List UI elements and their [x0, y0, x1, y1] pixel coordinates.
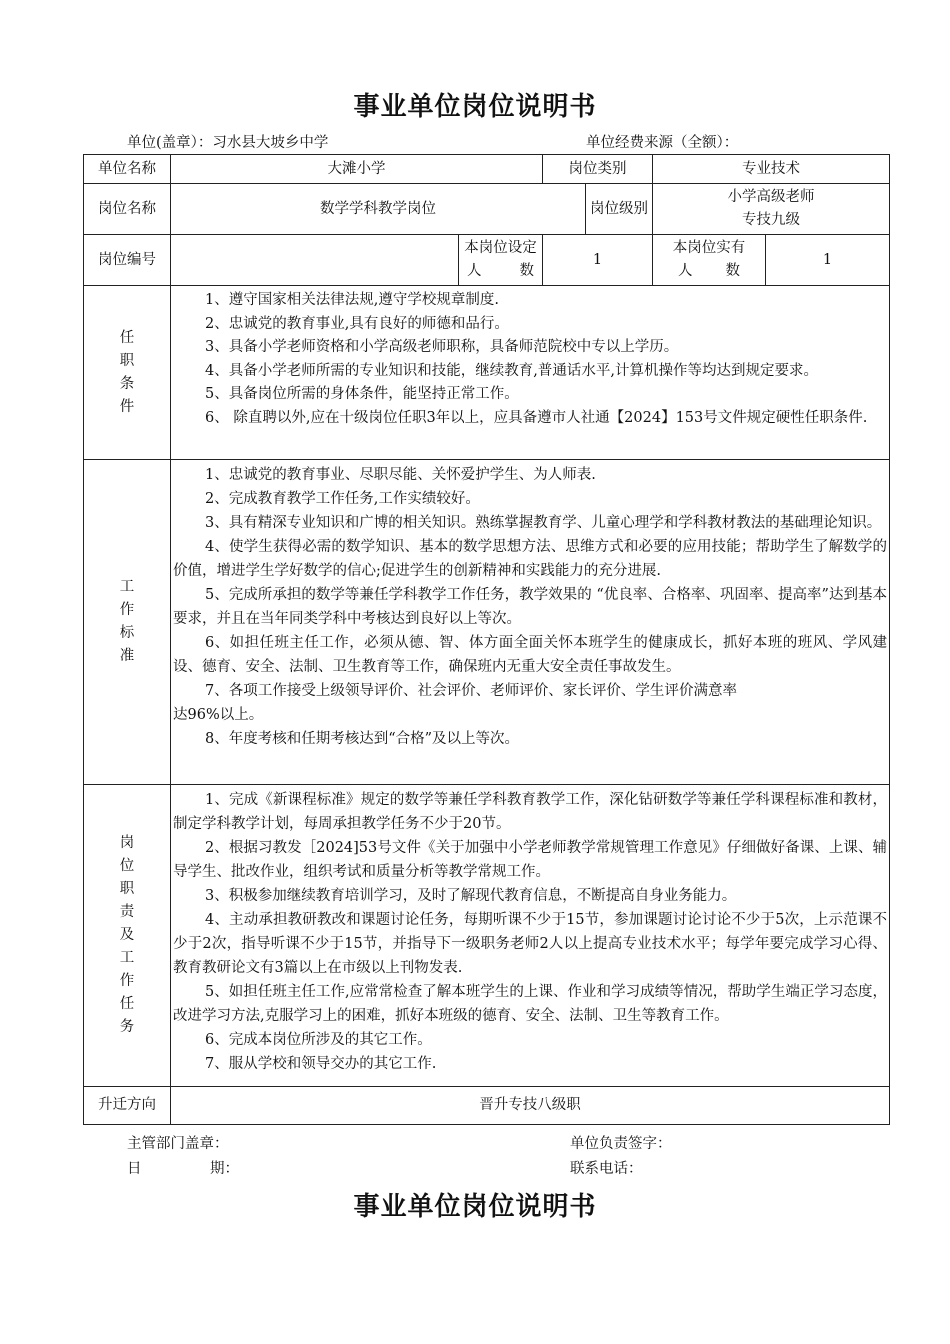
duty-item: 6、完成本岗位所涉及的其它工作。: [205, 1032, 432, 1048]
date-label-b: 期：: [210, 1161, 239, 1177]
qualification-item: 5、具备岗位所需的身体条件，能坚持正常工作。: [205, 386, 519, 403]
row-promotion: [84, 1087, 890, 1125]
post-category-label: 岗位类别: [543, 155, 653, 184]
duty-label-char: 任: [119, 996, 135, 1012]
row-duties: [84, 785, 890, 1087]
standards-label: [84, 460, 171, 785]
duty-item: 2、根据习教发［2024]53号文件《关于加强中小学老师教学常规管理工作意见》仔细做好备课、上课、辅导学生、批改作业，组织考试和质量分析等教学常规工作。: [173, 840, 888, 880]
actual-count-label-line2: [656, 260, 762, 283]
standard-item: 8、年度考核和任期考核达到“合格”及以上等次。: [205, 731, 520, 747]
unit-signature-line: 单位负责签字：: [570, 1136, 672, 1152]
qualifications-content: [171, 286, 890, 460]
post-level-title: 小学高级老师: [727, 189, 815, 205]
date-label-a: 日: [127, 1161, 142, 1177]
standard-item: 6、如担任班主任工作，必须从德、智、体方面全面关怀本班学生的健康成长，抓好本班的班风、学风建设、德育、安全、法制、卫生教育等工作，确保班内无重大安全责任事故发生。: [173, 635, 888, 675]
duty-item: 1、完成《新课程标准》规定的数学等兼任学科教育教学工作，深化钻研数学等兼任学科课程标准和教材，制定学科教学计划，每周承担教学任务不少于20节。: [173, 792, 888, 832]
unit-name-value: 大滩小学: [171, 155, 543, 184]
duty-label-char: 作: [119, 973, 135, 989]
std-label-char: 工: [119, 579, 135, 595]
duty-label-char: 岗: [119, 835, 135, 851]
actual-count-label-line1: 本岗位实有: [672, 240, 746, 256]
post-description-table: [83, 154, 890, 1125]
duty-item: 3、积极参加继续教育培训学习，及时了解现代教育信息，不断提高自身业务能力。: [205, 888, 737, 904]
post-level-grade: 专技九级: [742, 212, 801, 228]
set-count-label-line2: [461, 260, 540, 283]
page-title-repeat: 事业单位岗位说明书: [353, 1192, 597, 1222]
row-post-name: [84, 184, 890, 235]
post-code-value: [171, 235, 459, 286]
duty-item: 4、主动承担教研教改和课题讨论任务，每期听课不少于15节，参加课题讨论讨论不少于5次，上示范课不少于2次，指导听课不少于15节，并指导下一级职务老师2人以上提高专业技术水平；每学年要完成学习心得、教育教研论文有3篇以上在市级以上刊物发表.: [173, 912, 888, 976]
duty-label-char: 工: [119, 950, 135, 966]
duty-label-char: 及: [119, 927, 135, 943]
qualification-item: 6、 除直聘以外,应在十级岗位任职3年以上，应具备遵市人社通【2024】153号文件规定硬性任职条件.: [205, 409, 868, 426]
set-count-label-ren: 人: [467, 263, 482, 279]
qual-label-char: 职: [119, 352, 135, 369]
row-unit-name: [84, 155, 890, 184]
unit-seal-line: 单位(盖章）：习水县大坡乡中学: [127, 135, 329, 151]
standard-item: 2、完成教育教学工作任务,工作实绩较好。: [205, 491, 480, 507]
set-count-value: 1: [543, 235, 653, 286]
qual-label-char: 件: [119, 398, 135, 415]
post-code-label: 岗位编号: [84, 235, 171, 286]
qualification-item: 3、具备小学老师资格和小学高级老师职称，具备师范院校中专以上学历。: [205, 339, 679, 356]
std-label-char: 标: [119, 625, 135, 641]
duties-label: [84, 785, 171, 1087]
set-count-label: [459, 235, 543, 286]
std-label-char: 作: [119, 602, 135, 618]
actual-count-label: [653, 235, 766, 286]
duty-item: 5、如担任班主任工作,应常常检查了解本班学生的上课、作业和学习成绩等情况，帮助学生端正学习态度，改进学习方法,克服学习上的困难，抓好本班级的德育、安全、法制、卫生等教育工作。: [173, 984, 888, 1024]
row-post-code: [84, 235, 890, 286]
duty-label-char: 责: [119, 904, 135, 920]
standard-item: 3、具有精深专业知识和广博的相关知识。熟练掌握教育学、儿童心理学和学科教材教法的基础理论知识。: [205, 515, 882, 531]
duty-label-char: 位: [119, 858, 135, 874]
post-name-label: 岗位名称: [84, 184, 171, 235]
page-title: 事业单位岗位说明书: [353, 92, 597, 122]
qualification-item: 1、遵守国家相关法律法规,遵守学校规章制度.: [205, 292, 499, 308]
actual-count-value: 1: [766, 235, 890, 286]
duty-label-char: 务: [119, 1019, 135, 1035]
standard-item: 5、完成所承担的数学等兼任学科教学工作任务，教学效果的 “优良率、合格率、巩固率、提高率”达到基本要求，并且在当年同类学科中考核达到良好以上等次。: [173, 587, 888, 627]
standards-content: [171, 460, 890, 785]
qual-label-char: 条: [119, 375, 135, 392]
row-qualifications: [84, 286, 890, 460]
dept-seal-line: 主管部门盖章：: [127, 1136, 229, 1152]
standard-item: 1、忠诚党的教育事业、尽职尽能、关怀爱护学生、为人师表.: [205, 467, 596, 483]
set-count-label-shu: 数: [519, 263, 535, 279]
duty-item: 7、服从学校和领导交办的其它工作.: [205, 1056, 437, 1072]
set-count-label-line1: 本岗位设定: [464, 240, 537, 256]
row-standards: [84, 460, 890, 785]
funding-source-line: 单位经费来源（全额）：: [586, 135, 739, 151]
qualification-item: 4、具备小学老师所需的专业知识和技能，继续教育,普通话水平,计算机操作等均达到规定要求。: [205, 362, 818, 379]
duty-label-char: 职: [119, 881, 135, 897]
duties-content: [171, 785, 890, 1087]
actual-count-label-ren: 人: [678, 263, 693, 279]
post-level-value: [653, 184, 890, 235]
qual-label-char: 任: [119, 329, 135, 346]
standard-item: 7、各项工作接受上级领导评价、社会评价、老师评价、家长评价、学生评价满意率达96%以上。: [173, 683, 738, 723]
post-name-value: 数学学科教学岗位: [171, 184, 586, 235]
contact-line: 联系电话：: [570, 1161, 643, 1177]
post-category-value: 专业技术: [653, 155, 890, 184]
post-level-label: 岗位级别: [586, 184, 653, 235]
unit-name-label: 单位名称: [84, 155, 171, 184]
actual-count-label-shu: 数: [725, 263, 741, 279]
qualification-item: 2、忠诚党的教育事业,具有良好的师德和品行。: [205, 315, 509, 332]
qualifications-label: [84, 286, 171, 460]
std-label-char: 准: [119, 648, 135, 664]
promotion-value: 晋升专技八级职: [171, 1087, 890, 1125]
standard-item: 4、使学生获得必需的数学知识、基本的数学思想方法、思维方式和必要的应用技能；帮助学生了解数学的价值，增进学生学好数学的信心;促进学生的创新精神和实践能力的充分进展.: [173, 539, 888, 579]
promotion-label: 升迁方向: [84, 1087, 171, 1125]
